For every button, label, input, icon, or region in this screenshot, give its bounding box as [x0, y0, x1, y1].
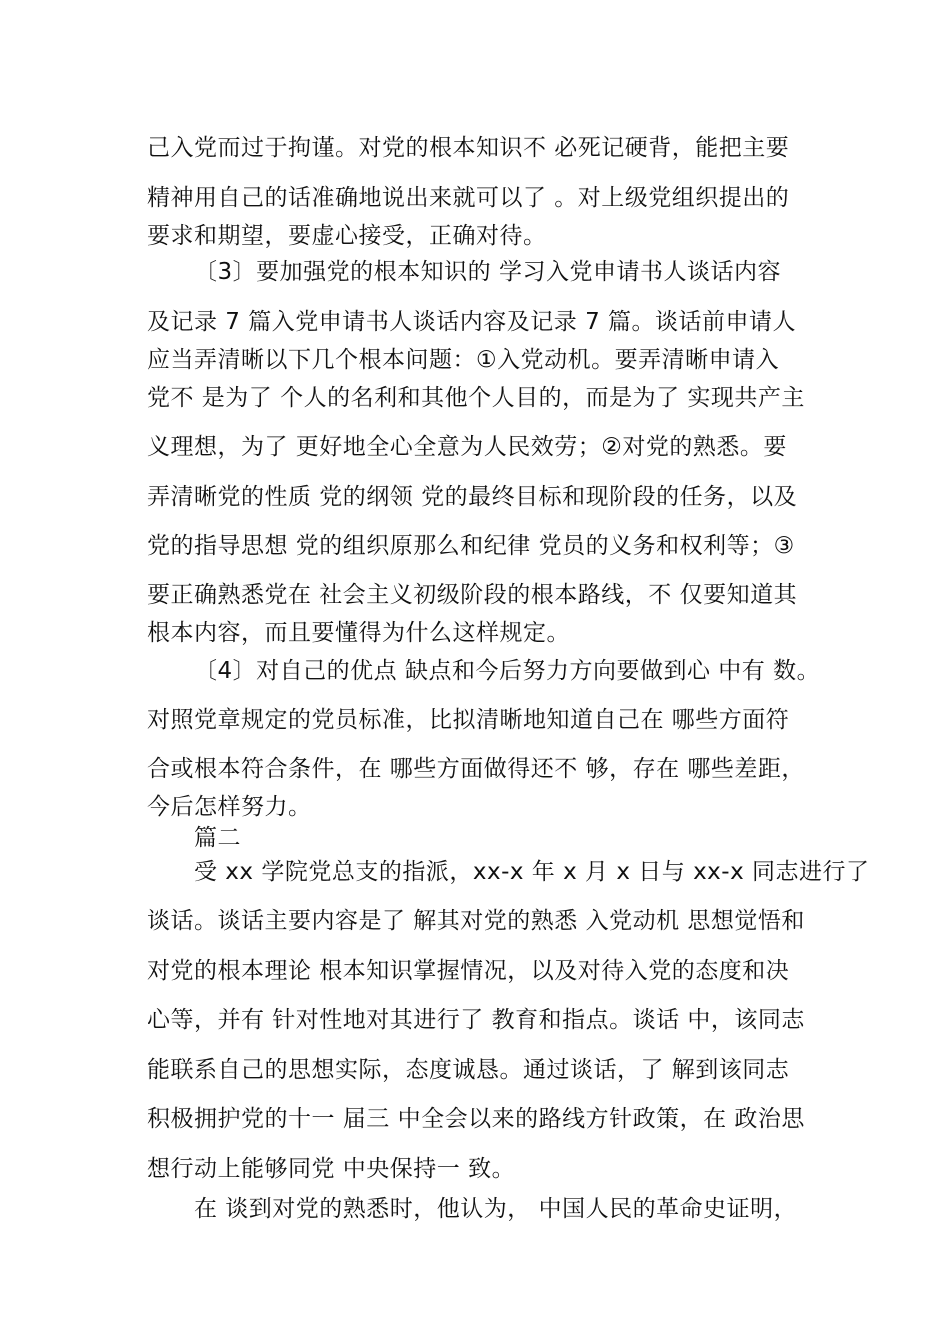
- text-line: 受 xx 学院党总支的指派，xx-x 年 x 月 x 日与 xx-x 同志进行了: [194, 859, 870, 885]
- text-line: 要正确熟悉党在 社会主义初级阶段的根本路线，不 仅要知道其: [147, 582, 798, 608]
- text-line: 心等，并有 针对性地对其进行了 教育和指点。谈话 中，该同志: [147, 1007, 805, 1033]
- text-line: 党不 是为了 个人的名利和其他个人目的，而是为了 实现共产主: [147, 385, 805, 411]
- text-line: 在 谈到对党的熟悉时，他认为， 中国人民的革命史证明，: [194, 1196, 798, 1222]
- text-line: 己入党而过于拘谨。对党的根本知识不 必死记硬背，能把主要: [147, 135, 790, 161]
- text-line: 〔4〕对自己的优点 缺点和今后努力方向要做到心 中有 数。: [194, 658, 821, 684]
- text-line: 能联系自己的思想实际，态度诚恳。通过谈话，了 解到该同志: [147, 1057, 790, 1083]
- text-line: 党的指导思想 党的组织原那么和纪律 党员的义务和权利等；③: [147, 533, 795, 559]
- text-line: 想行动上能够同党 中央保持一 致。: [147, 1156, 516, 1182]
- text-line: 及记录 7 篇入党申请书人谈话内容及记录 7 篇。谈话前申请人: [147, 309, 797, 335]
- text-line: 精神用自己的话准确地说出来就可以了 。对上级党组织提出的: [147, 185, 790, 211]
- text-line: 合或根本符合条件，在 哪些方面做得还不 够，存在 哪些差距，: [147, 756, 805, 782]
- text-line: 对照党章规定的党员标准，比拟清晰地知道自己在 哪些方面符: [147, 707, 790, 733]
- text-line: 谈话。谈话主要内容是了 解其对党的熟悉 入党动机 思想觉悟和: [147, 908, 805, 934]
- text-line: 今后怎样努力。: [147, 794, 312, 820]
- text-line: 要求和期望，要虚心接受，正确对待。: [147, 223, 547, 249]
- text-line: 弄清晰党的性质 党的纲领 党的最终目标和现阶段的任务，以及: [147, 484, 798, 510]
- text-line: 〔3〕要加强党的根本知识的 学习入党申请书人谈话内容: [194, 259, 781, 285]
- text-line: 义理想，为了 更好地全心全意为人民效劳；②对党的熟悉。要: [147, 434, 787, 460]
- text-line: 积极拥护党的十一 届三 中全会以来的路线方针政策，在 政治思: [147, 1106, 805, 1132]
- text-line: 根本内容，而且要懂得为什么这样规定。: [147, 620, 570, 646]
- section-heading: 篇二: [194, 825, 241, 851]
- text-line: 应当弄清晰以下几个根本问题：①入党动机。要弄清晰申请入: [147, 347, 780, 373]
- text-line: 对党的根本理论 根本知识掌握情况，以及对待入党的态度和决: [147, 958, 790, 984]
